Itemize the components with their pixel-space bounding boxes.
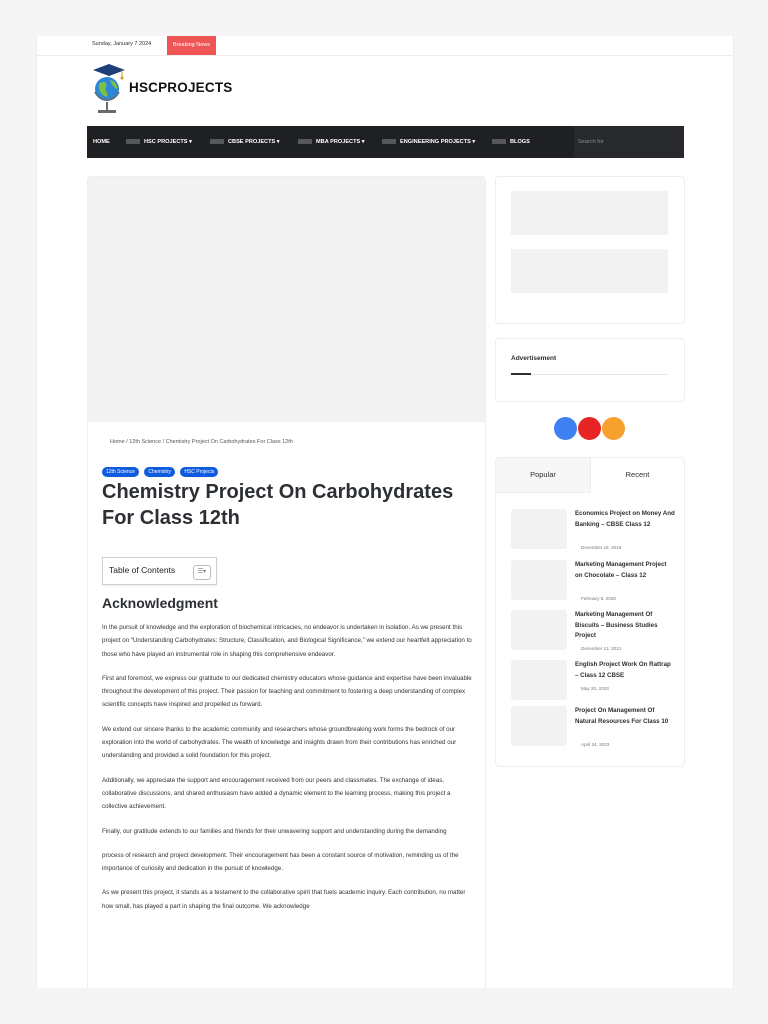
nav-mba-projects-label: MBA PROJECTS ▾ <box>316 139 365 145</box>
nav-blogs-label: BLOGS <box>510 139 530 145</box>
nav-hsc-projects[interactable] <box>126 126 192 158</box>
breadcrumb[interactable]: Home / 12th Science / Chemistry Project On Carbohydrates For Class 12th <box>110 439 293 445</box>
paragraph: Finally, our gratitude extends to our families and friends for their unwavering support and understanding during the demanding <box>102 827 447 835</box>
nav-blogs[interactable] <box>492 126 530 158</box>
post-thumbnail[interactable] <box>511 706 567 746</box>
paragraph: Additionally, we appreciate the support and encouragement received from our peers and classmates. The exchange of ideas, collaborative discussions, and shared enthusiasm have added a dynamic element to the learning process, making this project a collective achievement. <box>102 776 451 811</box>
post-link[interactable]: Marketing Management Project on Chocolate – Class 12 <box>575 561 667 579</box>
page-frame <box>36 36 734 988</box>
nav-hsc-projects-label: HSC PROJECTS ▾ <box>144 139 192 145</box>
nav-cbse-projects-label: CBSE PROJECTS ▾ <box>228 139 280 145</box>
menu-icon <box>382 139 396 144</box>
sidebar-ad-widget <box>495 176 685 324</box>
post-date: December 13, 2021 <box>581 646 622 651</box>
post-date: May 20, 2023 <box>581 686 609 691</box>
post-thumbnail[interactable] <box>511 560 567 600</box>
post-title: Chemistry Project On Carbohydrates For Class 12th <box>102 481 454 529</box>
post-date: February 8, 2020 <box>581 596 616 601</box>
advertisement-widget <box>495 338 685 402</box>
divider-accent <box>511 373 531 375</box>
search-input[interactable] <box>574 126 684 158</box>
nav-home[interactable] <box>93 126 110 158</box>
list-item[interactable] <box>511 610 671 654</box>
site-logo-icon[interactable] <box>89 62 129 118</box>
menu-icon <box>210 139 224 144</box>
post-link[interactable]: English Project Work On Rattrap – Class 12 CBSE <box>575 661 671 679</box>
post-thumbnail[interactable] <box>511 509 567 549</box>
menu-icon <box>298 139 312 144</box>
popular-recent-widget <box>495 457 685 767</box>
tab-recent[interactable]: Recent <box>591 458 684 492</box>
ad-placeholder <box>511 249 668 293</box>
post-link[interactable]: Economics Project on Money And Banking – CBSE Class 12 <box>575 510 675 528</box>
site-title[interactable]: HSCPROJECTS <box>129 80 233 95</box>
table-of-contents <box>102 557 217 585</box>
nav-engineering-projects-label: ENGINEERING PROJECTS ▾ <box>400 139 476 145</box>
section-heading: Acknowledgment <box>102 595 218 611</box>
category-tags <box>102 460 219 478</box>
nav-mba-projects[interactable] <box>298 126 365 158</box>
post-link[interactable]: Project On Management Of Natural Resources For Class 10 <box>575 707 669 725</box>
list-item[interactable] <box>511 560 671 604</box>
paragraph: As we present this project, it stands as a testament to the collaborative spirit that fuels academic inquiry. Each contribution, no matter how small, has played a part in shaping the final outcome. We acknowledge <box>102 889 466 910</box>
toc-label: Table of Contents <box>109 565 176 575</box>
post-date: December 18, 2019 <box>581 545 622 550</box>
nav-cbse-projects[interactable] <box>210 126 280 158</box>
toc-toggle-icon[interactable]: ☰▾ <box>193 565 211 580</box>
main-article <box>87 176 486 988</box>
tab-popular[interactable]: Popular <box>496 458 591 493</box>
paragraph: First and foremost, we express our gratitude to our dedicated chemistry educators whose guidance and expertise have been invaluable throughout the development of this project. Their passion for teaching and commitment to fostering a deep understanding of complex scientific concepts have inspired and propelled us forward. <box>102 674 472 709</box>
main-navigation <box>87 126 684 158</box>
divider <box>511 374 668 375</box>
current-date: Sunday, January 7 2024 <box>92 41 152 47</box>
nav-search <box>574 126 684 158</box>
facebook-icon[interactable] <box>554 417 577 440</box>
top-bar <box>37 36 733 56</box>
post-thumbnail[interactable] <box>511 610 567 650</box>
paragraph: In the pursuit of knowledge and the exploration of biochemical intricacies, no endeavor is undertaken in isolation. As we present this project on “Understanding Carbohydrates: Structure, Classification, and Biological Significance,” we extend our heartfelt appreciation to those who have played an instrumental role in shaping this comprehensive endeavor. <box>102 624 472 658</box>
menu-icon <box>492 139 506 144</box>
nav-home-label: HOME <box>93 139 110 145</box>
list-item[interactable] <box>511 706 671 750</box>
advertisement-slot <box>88 177 485 422</box>
rss-icon[interactable] <box>602 417 625 440</box>
breaking-news-label[interactable]: Breaking News <box>167 36 216 55</box>
menu-icon <box>126 139 140 144</box>
post-link[interactable]: Marketing Management Of Biscuits – Business Studies Project <box>575 611 658 639</box>
category-tag[interactable]: HSC Projects <box>180 467 218 477</box>
paragraph: We extend our sincere thanks to the academic community and researchers whose groundbreaking work forms the bedrock of our exploration into the world of carbohydrates. The wealth of knowledge and insights drawn from their contributions has enriched our understanding and provided a solid foundation for this project. <box>102 725 457 760</box>
pinterest-icon[interactable] <box>578 417 601 440</box>
category-tag[interactable]: Chemistry <box>144 467 175 477</box>
nav-engineering-projects[interactable] <box>382 126 475 158</box>
article-content <box>102 621 472 924</box>
ad-placeholder <box>511 191 668 235</box>
list-item[interactable] <box>511 509 675 553</box>
post-date: April 24, 2023 <box>581 742 610 747</box>
list-item[interactable] <box>511 660 671 704</box>
advertisement-title: Advertisement <box>511 355 557 362</box>
post-thumbnail[interactable] <box>511 660 567 700</box>
category-tag[interactable]: 12th Science <box>102 467 139 477</box>
paragraph: process of research and project development. Their encouragement has been a constant source of motivation, reminding us of the importance of curiosity and dedication in the pursuit of knowledge. <box>102 851 459 873</box>
